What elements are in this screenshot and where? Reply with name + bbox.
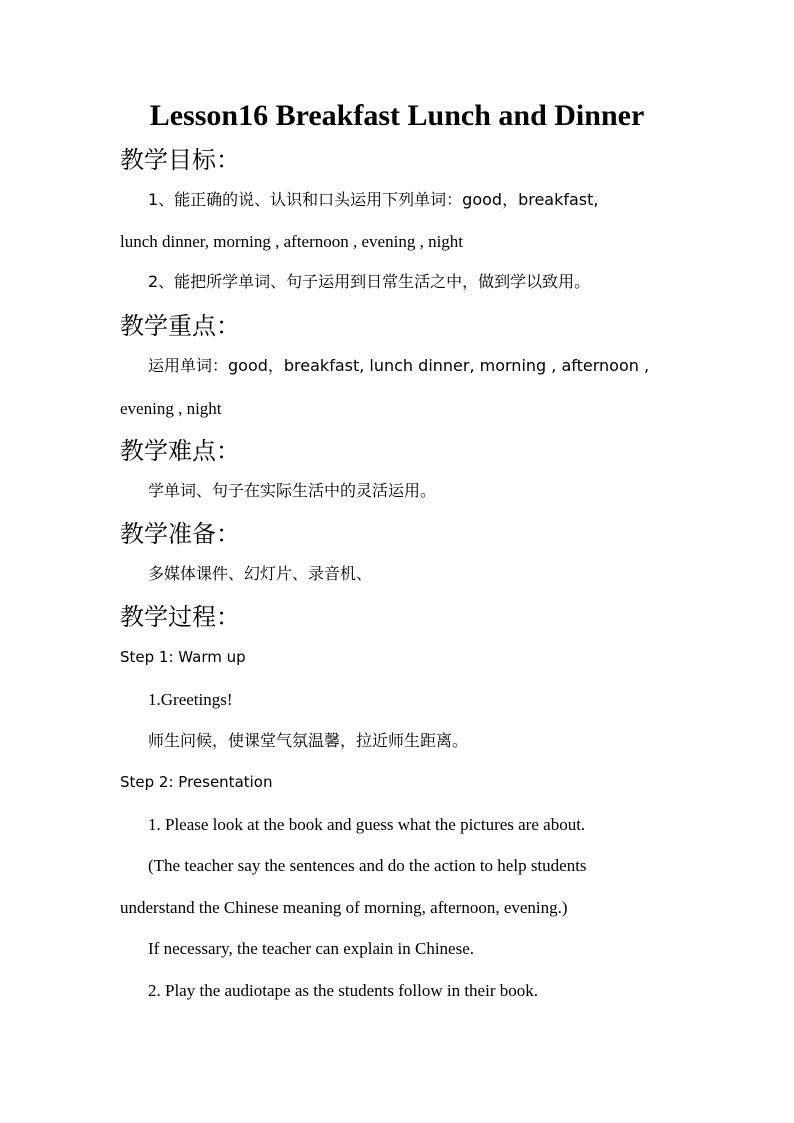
objectives-line-2: lunch dinner, morning , afternoon , evening , night: [120, 232, 464, 251]
step-2-line-3: understand the Chinese meaning of morning, afternoon, evening.): [120, 898, 568, 917]
heading-process: 教学过程：: [120, 603, 240, 631]
step-2-line-2: (The teacher say the sentences and do the action to help students: [148, 856, 587, 875]
step-2-line-5: 2. Play the audiotape as the students follow in their book.: [148, 981, 538, 1000]
step-2-line-1: 1. Please look at the book and guess what the pictures are about.: [148, 815, 586, 834]
key-points-line-2: evening , night: [120, 399, 222, 418]
document-title: Lesson16 Breakfast Lunch and Dinner: [149, 99, 645, 132]
step-2-label: Step 2: Presentation: [120, 773, 273, 791]
key-points-line-1: 运用单词：good，breakfast, lunch dinner, morning , afternoon ,: [148, 356, 650, 375]
heading-objectives: 教学目标：: [120, 146, 240, 174]
objectives-line-1: 1、能正确的说、认识和口头运用下列单词：good，breakfast,: [148, 190, 599, 209]
step-1-line-2: 师生问候，使课堂气氛温馨，拉近师生距离。: [148, 731, 469, 750]
step-1-label: Step 1: Warm up: [120, 648, 246, 666]
step-2-line-4: If necessary, the teacher can explain in Chinese.: [148, 939, 474, 958]
heading-preparation: 教学准备：: [120, 520, 240, 548]
difficulties-line-1: 学单词、句子在实际生活中的灵活运用。: [148, 481, 437, 500]
preparation-line-1: 多媒体课件、幻灯片、录音机、: [148, 564, 373, 583]
step-1-line-1: 1.Greetings!: [148, 690, 233, 709]
heading-difficulties: 教学难点：: [120, 437, 240, 465]
objectives-line-3: 2、能把所学单词、句子运用到日常生活之中，做到学以致用。: [148, 272, 591, 291]
heading-key-points: 教学重点：: [120, 312, 240, 340]
